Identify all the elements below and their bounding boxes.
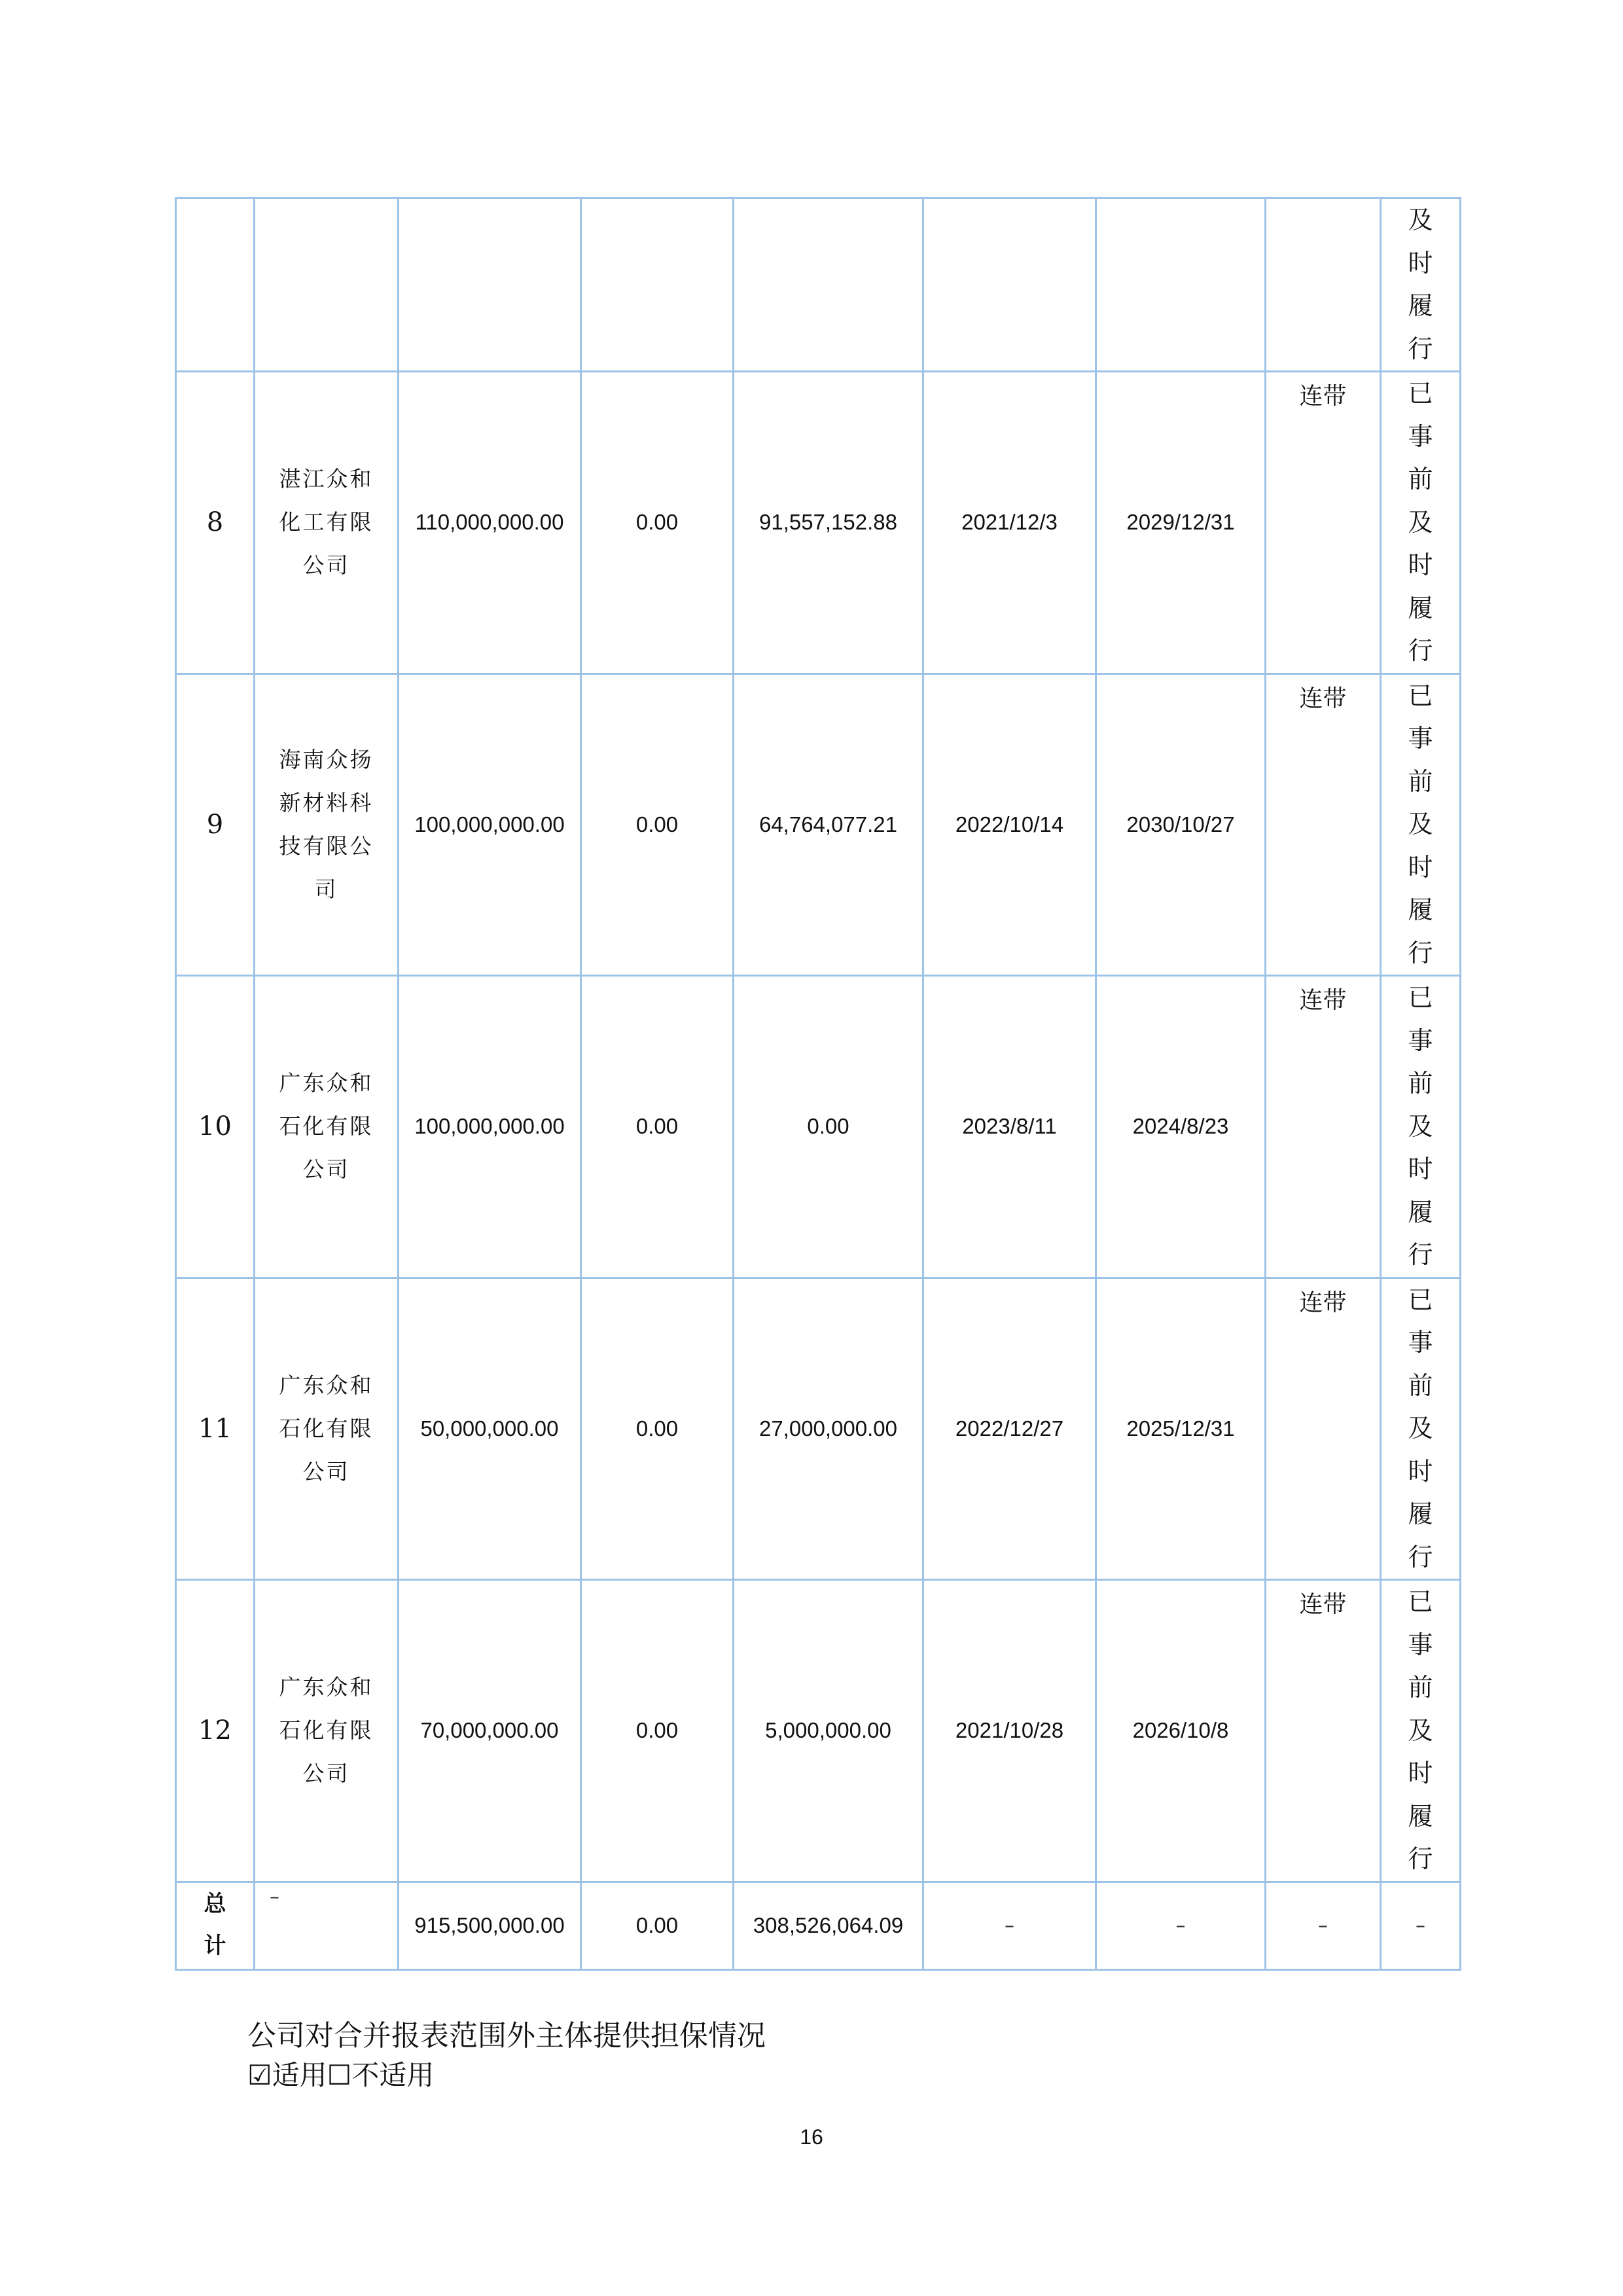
amount-col4: 0.00 bbox=[581, 372, 734, 674]
unchecked-box-icon[interactable]: ☐ bbox=[327, 2059, 352, 2091]
status-cell: 已 事 前 及 时 履 行 bbox=[1381, 976, 1461, 1278]
guarantee-amount: 100,000,000.00 bbox=[399, 673, 581, 976]
status-cell: 已 事 前 及 时 履 行 bbox=[1381, 372, 1461, 674]
guarantee-balance: 0.00 bbox=[734, 976, 923, 1278]
cell-empty bbox=[1266, 198, 1381, 372]
applicable-label: 适用 bbox=[272, 2059, 327, 2091]
cell-empty bbox=[923, 198, 1096, 372]
guarantee-type: 连带 bbox=[1266, 976, 1381, 1278]
guarantee-type: 连带 bbox=[1266, 673, 1381, 976]
total-start: – bbox=[923, 1882, 1096, 1969]
total-end: – bbox=[1096, 1882, 1266, 1969]
guarantee-balance: 91,557,152.88 bbox=[734, 372, 923, 674]
guaranteed-company: 湛江众和 化工有限 公司 bbox=[255, 372, 399, 674]
guaranteed-company: 广东众和 石化有限 公司 bbox=[255, 976, 399, 1278]
section-title: 公司对合并报表范围外主体提供担保情况 bbox=[247, 2019, 766, 2053]
cell-empty bbox=[1096, 198, 1266, 372]
guarantee-type: 连带 bbox=[1266, 1278, 1381, 1580]
guaranteed-company: 广东众和 石化有限 公司 bbox=[255, 1278, 399, 1580]
amount-col4: 0.00 bbox=[581, 1278, 734, 1580]
applicability-line bbox=[247, 2054, 434, 2093]
end-date: 2030/10/27 bbox=[1096, 673, 1266, 976]
table-row-total bbox=[176, 1882, 1461, 1969]
page-number: 16 bbox=[800, 2125, 823, 2149]
start-date: 2021/12/3 bbox=[923, 372, 1096, 674]
cell-empty bbox=[176, 198, 255, 372]
guarantee-amount: 110,000,000.00 bbox=[399, 372, 581, 674]
table-row bbox=[176, 1278, 1461, 1580]
amount-col4: 0.00 bbox=[581, 1580, 734, 1882]
cell-empty bbox=[734, 198, 923, 372]
guarantee-balance: 5,000,000.00 bbox=[734, 1580, 923, 1882]
cell-empty bbox=[399, 198, 581, 372]
total-company: – bbox=[255, 1882, 399, 1969]
table-row bbox=[176, 1580, 1461, 1882]
start-date: 2022/10/14 bbox=[923, 673, 1096, 976]
not-applicable-label: 不适用 bbox=[351, 2059, 435, 2091]
table-row bbox=[176, 976, 1461, 1278]
guarantee-balance: 64,764,077.21 bbox=[734, 673, 923, 976]
guarantee-table bbox=[175, 197, 1461, 1971]
total-label: 总 计 bbox=[176, 1882, 255, 1969]
checked-box-icon[interactable]: ☑ bbox=[247, 2059, 272, 2091]
table-row-continuation bbox=[176, 198, 1461, 372]
guarantee-amount: 100,000,000.00 bbox=[399, 976, 581, 1278]
total-balance: 308,526,064.09 bbox=[734, 1882, 923, 1969]
total-col4: 0.00 bbox=[581, 1882, 734, 1969]
guaranteed-company: 广东众和 石化有限 公司 bbox=[255, 1580, 399, 1882]
table-row bbox=[176, 673, 1461, 976]
table-row bbox=[176, 372, 1461, 674]
status-cell: 及 时 履 行 bbox=[1381, 198, 1461, 372]
guarantee-amount: 70,000,000.00 bbox=[399, 1580, 581, 1882]
total-amount: 915,500,000.00 bbox=[399, 1882, 581, 1969]
cell-empty bbox=[255, 198, 399, 372]
total-status: – bbox=[1381, 1882, 1461, 1969]
row-number: 10 bbox=[176, 976, 255, 1278]
row-number: 9 bbox=[176, 673, 255, 976]
end-date: 2024/8/23 bbox=[1096, 976, 1266, 1278]
total-type: – bbox=[1266, 1882, 1381, 1969]
end-date: 2025/12/31 bbox=[1096, 1278, 1266, 1580]
status-cell: 已 事 前 及 时 履 行 bbox=[1381, 1278, 1461, 1580]
guarantee-amount: 50,000,000.00 bbox=[399, 1278, 581, 1580]
end-date: 2029/12/31 bbox=[1096, 372, 1266, 674]
guarantee-balance: 27,000,000.00 bbox=[734, 1278, 923, 1580]
cell-empty bbox=[581, 198, 734, 372]
amount-col4: 0.00 bbox=[581, 673, 734, 976]
guaranteed-company: 海南众扬 新材料科 技有限公 司 bbox=[255, 673, 399, 976]
amount-col4: 0.00 bbox=[581, 976, 734, 1278]
start-date: 2021/10/28 bbox=[923, 1580, 1096, 1882]
status-cell: 已 事 前 及 时 履 行 bbox=[1381, 1580, 1461, 1882]
row-number: 12 bbox=[176, 1580, 255, 1882]
guarantee-type: 连带 bbox=[1266, 372, 1381, 674]
row-number: 8 bbox=[176, 372, 255, 674]
status-cell: 已 事 前 及 时 履 行 bbox=[1381, 673, 1461, 976]
start-date: 2022/12/27 bbox=[923, 1278, 1096, 1580]
row-number: 11 bbox=[176, 1278, 255, 1580]
start-date: 2023/8/11 bbox=[923, 976, 1096, 1278]
guarantee-type: 连带 bbox=[1266, 1580, 1381, 1882]
end-date: 2026/10/8 bbox=[1096, 1580, 1266, 1882]
